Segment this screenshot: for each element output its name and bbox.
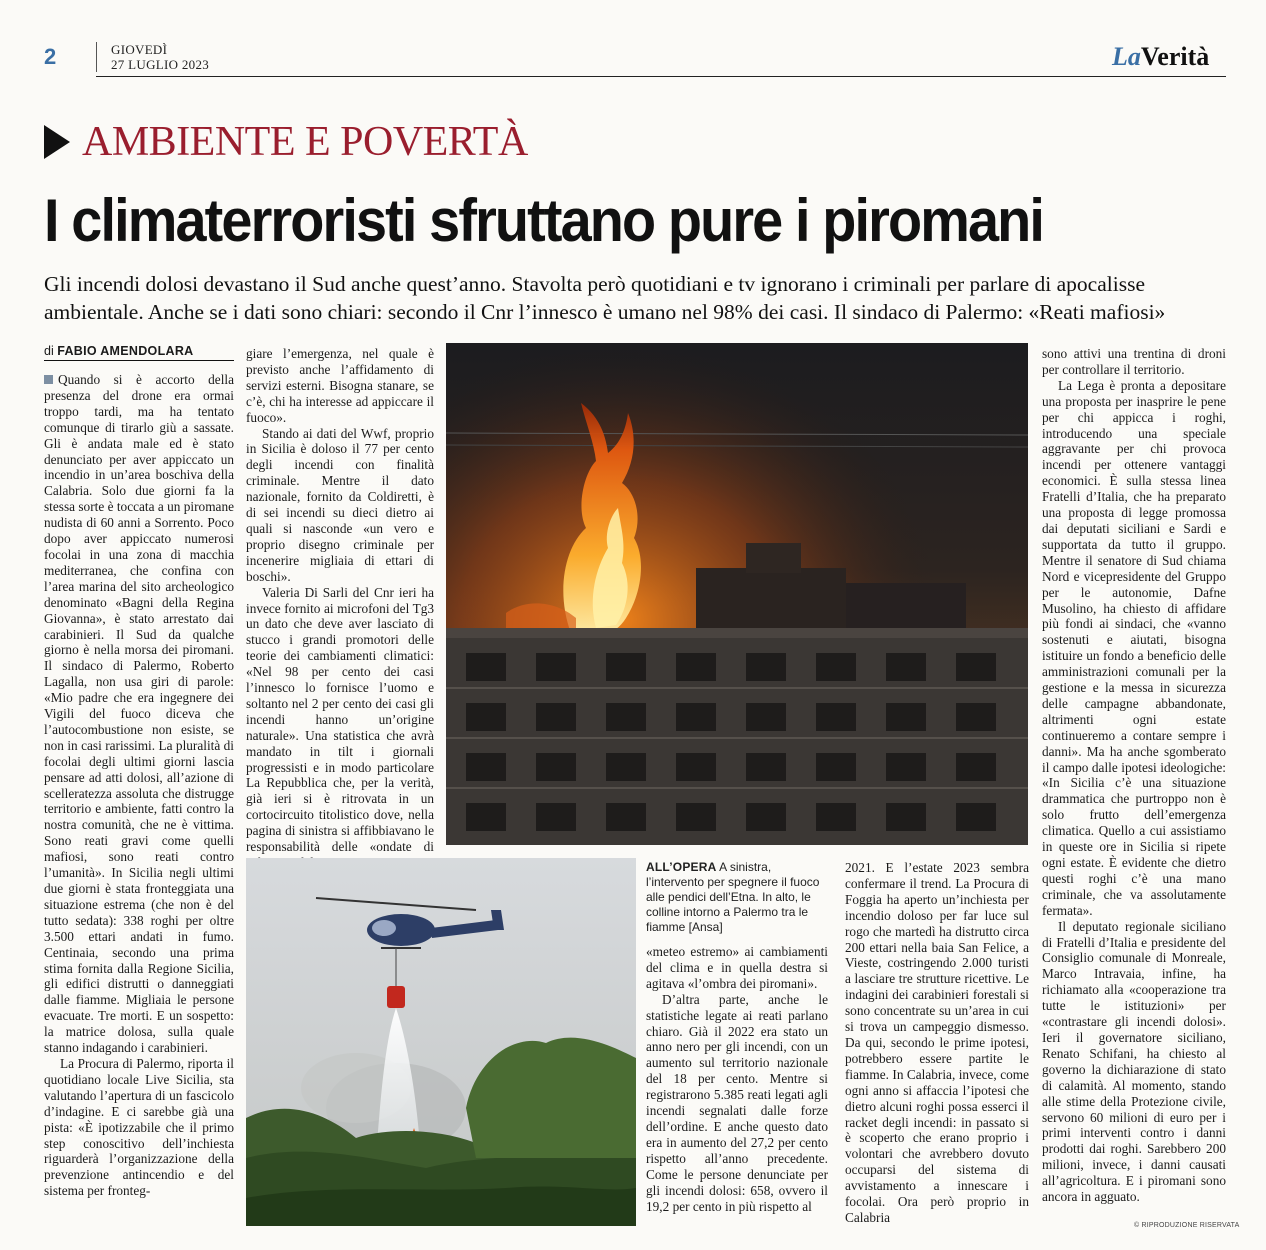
date: 27 LUGLIO 2023 [111, 57, 210, 72]
article-column-5 [1042, 346, 1226, 1205]
weekday: GIOVEDÌ [111, 42, 168, 57]
col2-paragraph-2: Stando ai dati del Wwf, proprio in Sicilia è doloso il 77 per cento degli incendi con finalità criminale. Mentre il dato nazionale, fornito da Coldiretti, è di sei incendi su dieci dietro ai quali si nasconde «un vero e proprio disegno criminale per incenerire migliaia di ettari di boschi». [246, 425, 434, 584]
copyright-notice: © RIPRODUZIONE RISERVATA [1134, 1222, 1240, 1229]
newspaper-logo [1112, 42, 1209, 72]
article-column-4 [845, 860, 1029, 1226]
col4-paragraph-1: 2021. E l’estate 2023 sembra confermare il trend. La Procura di Foggia ha aperto un’inchiesta per incendio doloso per far luce sul rogo che martedì ha distrutto circa 200 ettari nella baia San Felice, a Vieste, costringendo 2.000 turisti a lasciare tre strutture ricettive. Le indagini dei carabinieri forestali si sono concentrate su un’area in cui si trova un campeggio dismesso. Da qui, secondo le prime ipotesi, potrebbero essere partite le fiamme. In Calabria, invece, come ogni anno si affaccia l’ipotesi che dietro alcuni roghi possa esserci il racket degli incendi: in passato si è scoperto che erano proprio i volontari che avrebbero dovuto occuparsi del sistema di avvistamento a innescare i focolai. Ora però proprio in Calabria [845, 860, 1029, 1225]
article-column-2 [246, 346, 434, 871]
col5-paragraph-3: Il deputato regionale siciliano di Fratelli d’Italia e presidente del Consiglio comunale di Monreale, Marco Intravaia, infine, ha richiamato alla «cooperazione tra tutte le istituzioni» per «contrastare gli incendi dolosi». Ieri il governatore siciliano, Renato Schifani, ha chiesto al governo la dichiarazione di stato di calamità. Al momento, stando alle stime della Protezione civile, servono 60 milioni di euro per i primi interventi contro i danni prodotti dai roghi. Sarebbero 200 milioni, invece, i danni causati all’agricoltura. E i piromani sono ancora in agguato. [1042, 918, 1226, 1205]
col2-paragraph-3: Valeria Di Sarli del Cnr ieri ha invece fornito ai microfoni del Tg3 un dato che deve aver lasciato di stucco i grandi promotori delle teorie dei cambiamenti climatici: «Nel 98 per cento dei casi l’innesco lo fornisce l’uomo e soltanto nel 2 per cento dei casi gli incendi hanno un’origine naturale». Una statistica che avrà mandato in tilt i giornali progressisti e in modo particolare La Repubblica che, per la verità, già ieri si è ritrovata in un cortocircuito titolistico dove, nella pagina di sinistra si affibbiavano le responsabilità delle «ondate di [246, 584, 434, 855]
caption-text: A sinistra, l’intervento per spegnere il fuoco alle pendici dell’Etna. In alto, le colline intorno a Palermo tra le fiamme [Ansa] [646, 860, 820, 934]
arrow-right-icon [44, 125, 70, 159]
kicker [44, 118, 528, 166]
issue-date [96, 42, 209, 72]
article-column-3 [646, 944, 828, 1214]
article-column-1 [44, 372, 234, 1199]
photo-helicopter [246, 858, 636, 1226]
square-bullet-icon [44, 375, 53, 384]
header-rule [96, 76, 1226, 77]
page-number: 2 [44, 44, 57, 69]
photo-caption [646, 860, 826, 935]
logo-part2: Verità [1140, 42, 1210, 71]
kicker-text: AMBIENTE E POVERTÀ [82, 119, 528, 165]
photo-fire-buildings [446, 343, 1028, 845]
caption-label: ALL’OPERA [646, 860, 717, 874]
col5-paragraph-1: sono attivi una trentina di droni per controllare il territorio. [1042, 346, 1226, 377]
helicopter-photo-illustration [246, 858, 636, 1226]
byline-prefix: di [44, 344, 54, 358]
subtitle: Gli incendi dolosi devastano il Sud anche quest’anno. Stavolta però quotidiani e tv ignorano i criminali per parlare di apocalisse ambientale. Anche se i dati sono chiari: secondo il Cnr l’innesco è umano nel 98% dei casi. Il sindaco di Palermo: «Reati mafiosi» [44, 272, 1166, 324]
byline-author: FABIO AMENDOLARA [57, 344, 194, 358]
logo-part1: La [1112, 42, 1141, 71]
col5-paragraph-2: La Lega è pronta a depositare una proposta per inasprire le pene per chi appicca i roghi, introducendo una speciale aggravante per chi provoca incendi per ottenere vantaggi economici. È sulla stessa linea Fratelli d’Italia, che ha preparato una proposta di legge promossa dai deputati siciliani e Sardi e supportata da tutto il gruppo. Mentre il senatore di Sud chiama Nord e vicepresidente del Gruppo per le autonomie, Dafne Musolino, ha chiesto di affidare più fondi ai sindaci, che «vanno sostenuti e aiutati, bisogna istituire un fondo a beneficio delle amministrazioni comunali per la gestione e la messa in sicurezza delle campagne abbandonate, altrimenti ogni estate continueremo a contare sempre i danni». Ma ha anche sgomberato il campo dalle ipotesi ideologiche: «In Sicilia c’è una situazione drammatica che purtroppo non è solo frutto dell’emergenza climatica. Quello a cui assistiamo in queste ore in Sicilia si ripete ogni estate. È evidente che dietro questi roghi c’è una mano criminale, che va assolutamente fermata». [1042, 377, 1226, 918]
fire-photo-illustration [446, 343, 1028, 845]
byline [44, 344, 234, 361]
col1-paragraph-2: La Procura di Palermo, riporta il quotidiano locale Live Sicilia, sta valutando l’apertura di un fascicolo d’indagine. E ci sarebbe già una pista: «È ipotizzabile che il primo step conoscitivo dell’inchiesta riguarderà l’organizzazione della prevenzione antincendio e del sistema per fronteg- [44, 1055, 234, 1199]
col2-paragraph-1: giare l’emergenza, nel quale è previsto anche l’affidamento di servizi esterni. Bisogna stanare, se c’è, chi ha interesse ad appiccare il fuoco». [246, 346, 434, 425]
col3-paragraph-2: D’altra parte, anche le statistiche legate ai reati parlano chiaro. Già il 2022 era stato un anno nero per gli incendi, con un aumento sul territorio nazionale del 18 per cento. Mentre si registrarono 5.385 reati legati agli incendi segnalati dalle forze dell’ordine. E anche questo dato era in aumento del 27,2 per cento rispetto all’anno precedente. Come le persone denunciate per gli incendi dolosi: 658, ovvero il 19,2 per cento in più rispetto al [646, 991, 828, 1214]
col3-paragraph-1: «meteo estremo» ai cambiamenti del clima e in quella destra si agitava «l’ombra dei piromani». [646, 944, 828, 991]
headline: I climaterroristi sfruttano pure i piromani [44, 187, 1044, 254]
col1-paragraph-1: Quando si è accorto della presenza del drone era ormai troppo tardi, ma ha tentato comunque di tirarlo giù a sassate. Gli è andata male ed è stato denunciato per aver appiccato un incendio in un’area boschiva della Calabria. Solo due giorni fa la stessa sorte è toccata a un piromane nudista di 60 anni a Sorrento. Poco dopo aver appiccato numerosi focolai in una zona di macchia mediterranea, che confina con l’area marina del sito archeologico denominato «Bagni della Regina Giovanna», è stato arrestato dai carabinieri. Il Sud da qualche giorno è nella morsa dei piromani. Il sindaco di Palermo, Roberto Lagalla, non usa giri di parole: «Mio padre che era ingegnere dei Vigili del fuoco diceva che l’autocombustione non esiste, se non in casi rarissimi. La pluralità di focolai degli ultimi giorni lascia pensare ad atti dolosi, all’azione di scelleratezza assoluta che distrugge territorio e ambiente, fatti contro la nostra comunità, che ne è vittima. Sono reati gravi come quelli mafiosi, sono reati contro l’umanità». In Sicilia negli ultimi due giorni è stata fronteggiata una situazione estrema (che non è del tutto sedata): 338 roghi per oltre 3.500 ettari andati in fumo. Centinaia, secondo una prima stima fornita dalla Regione Sicilia, gli edifici distrutti o danneggiati dalle fiamme. Migliaia le persone evacuate. Tre morti. E un sospetto: la matrice dolosa, sulla quale stanno indagando i carabinieri. [44, 372, 234, 1056]
